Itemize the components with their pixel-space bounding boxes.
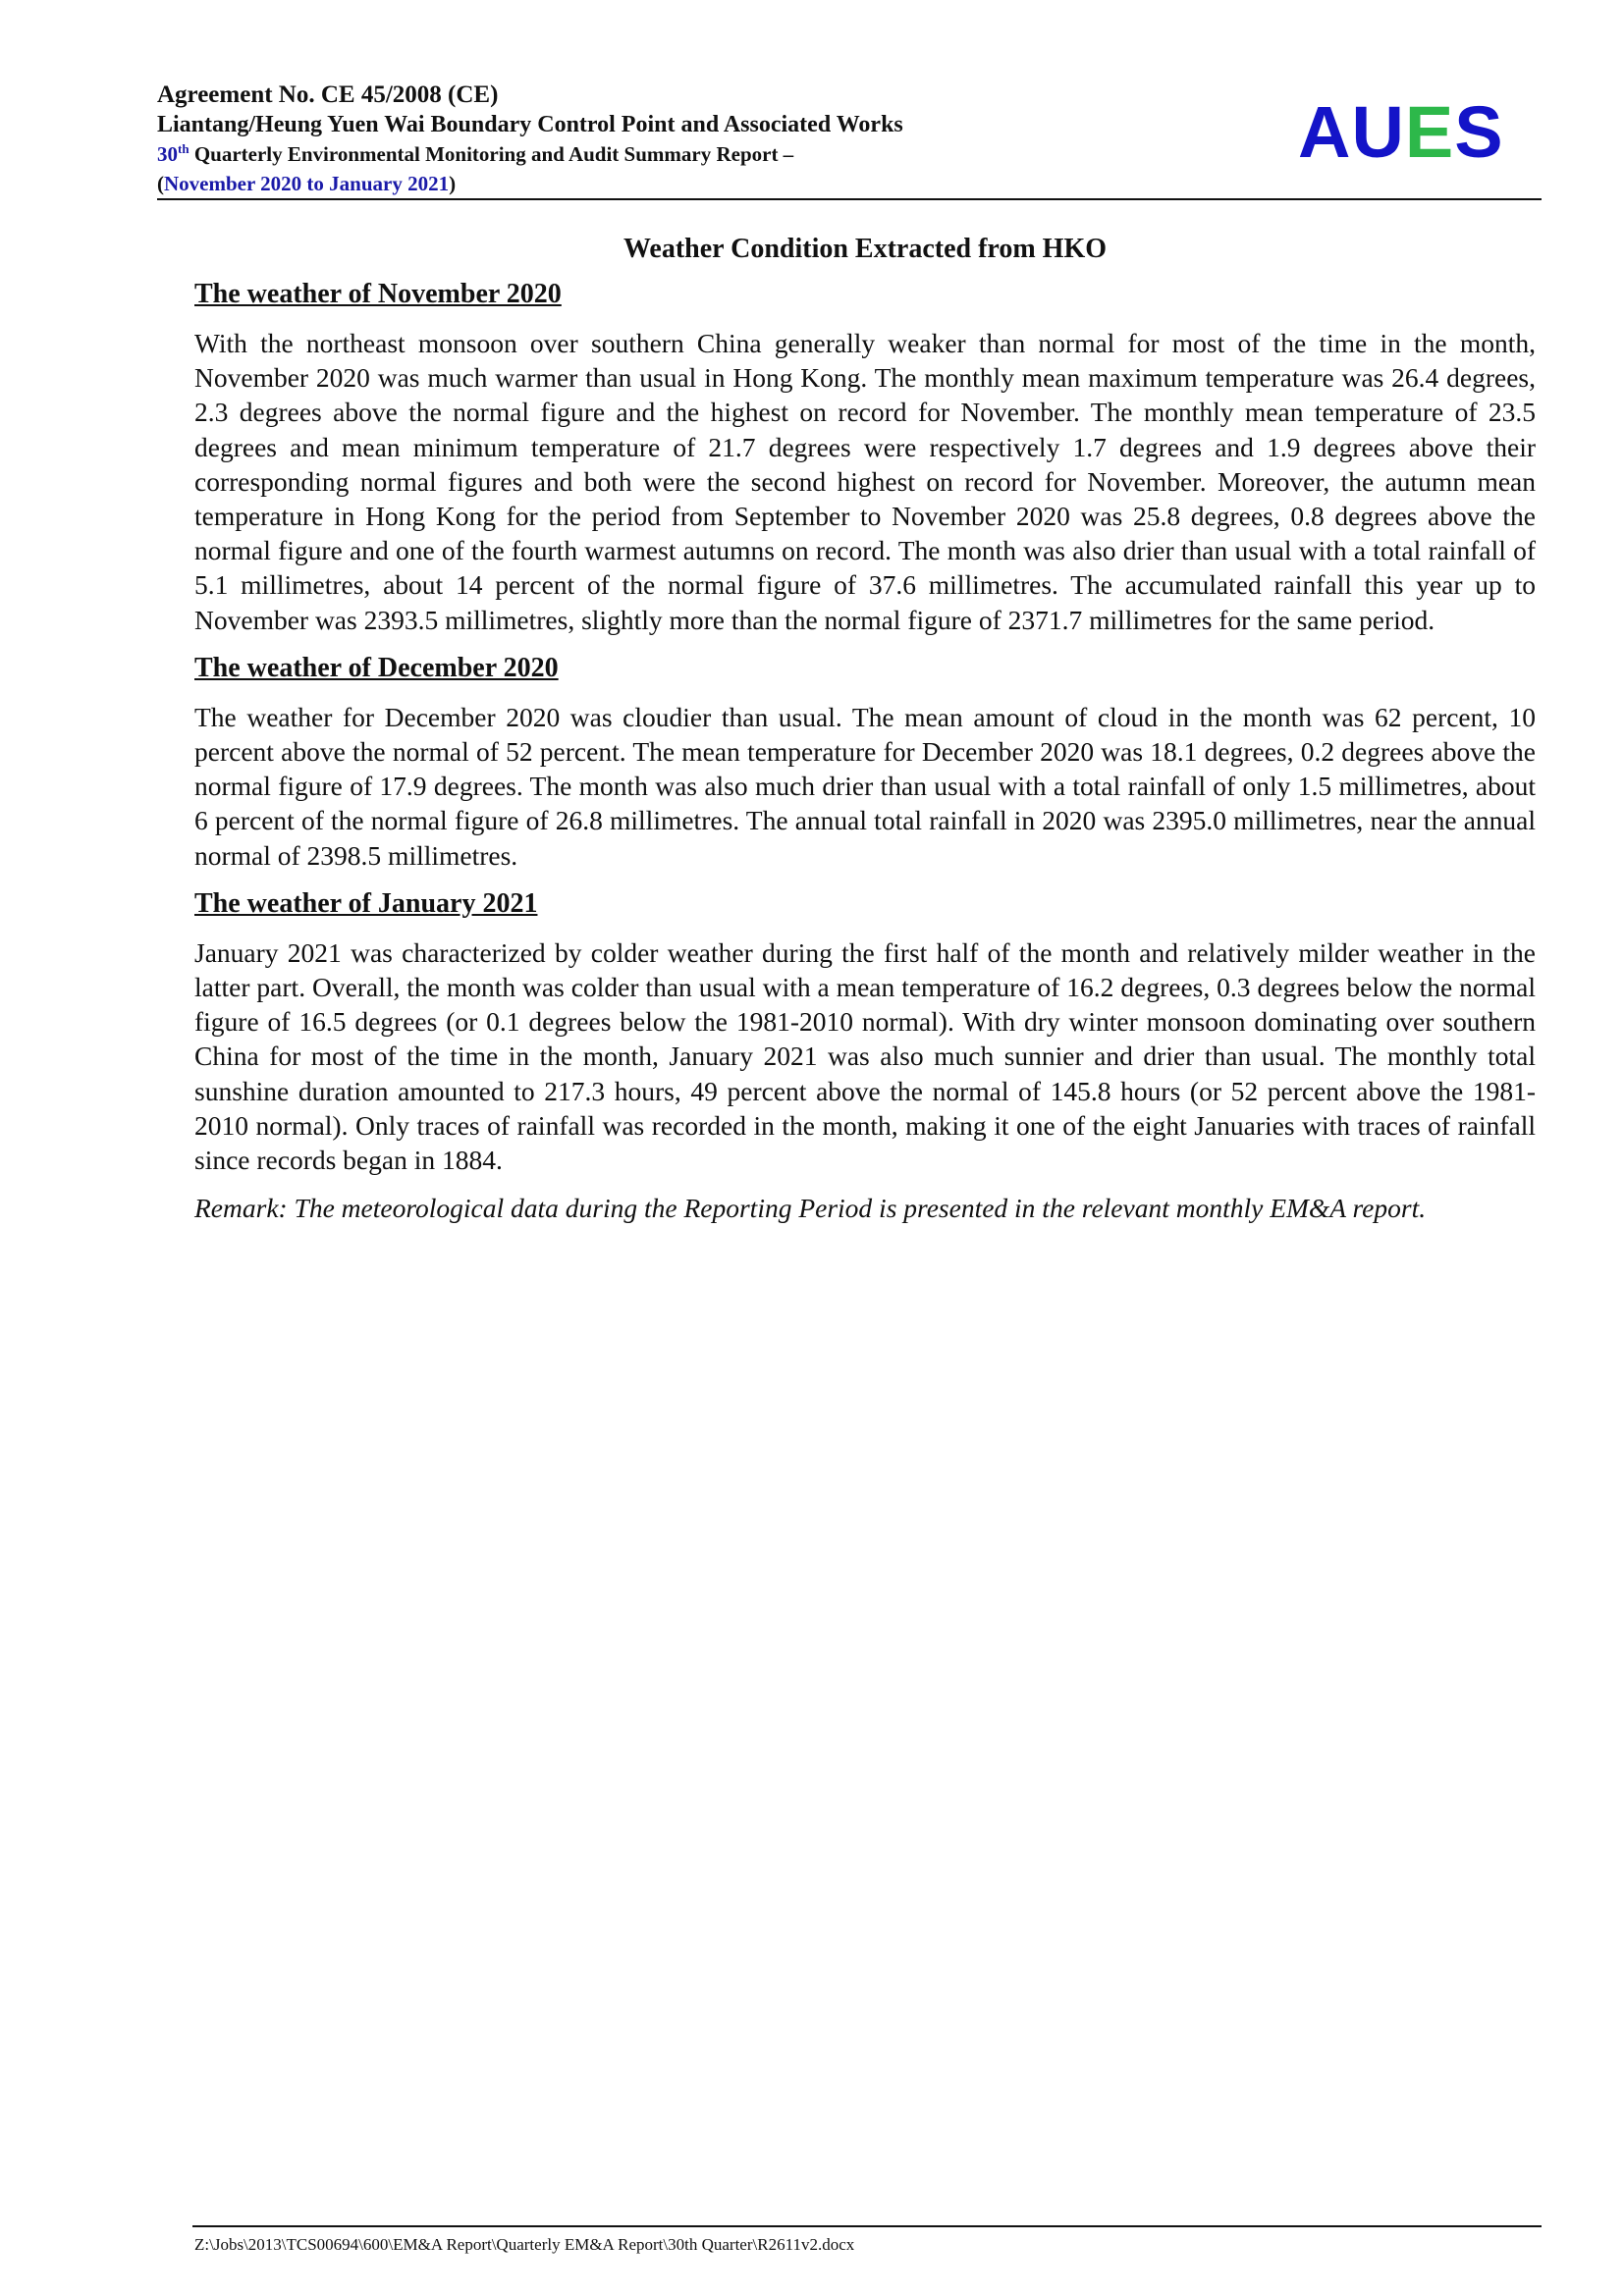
- footer-divider: [192, 2225, 1542, 2227]
- quarter-ordinal-suffix: th: [178, 141, 189, 156]
- report-title: [157, 139, 1198, 169]
- agreement-number: Agreement No. CE 45/2008 (CE): [157, 81, 499, 108]
- report-title-text: Quarterly Environmental Monitoring and Audit Summary Report –: [189, 142, 794, 166]
- section-body-december: The weather for December 2020 was cloudier than usual. The mean amount of cloud in the month was 62 percent, 10 percent above the normal of 52 percent. The mean temperature for December 2020 was 18.1 degrees, 0.2 degrees above the normal figure of 17.9 degrees. The month was also much drier than usual with a total rainfall of only 1.5 millimetres, about 6 percent of the normal figure of 26.8 millimetres. The annual total rainfall in 2020 was 2395.0 millimetres, near the annual normal of 2398.5 millimetres.: [194, 701, 1536, 871]
- report-header: [157, 80, 1198, 198]
- section-heading-january: The weather of January 2021: [194, 887, 538, 919]
- period-open-paren: (: [157, 172, 164, 195]
- section-heading-december: The weather of December 2020: [194, 652, 559, 683]
- remark-note: Remark: The meteorological data during the Reporting Period is presented in the relevant monthly EM&A report.: [194, 1193, 1427, 1224]
- main-content: [194, 232, 1536, 1225]
- period-close-paren: ): [449, 172, 457, 195]
- section-body-november: With the northeast monsoon over southern China generally weaker than normal for most of the time in the month, November 2020 was much warmer than usual in Hong Kong. The monthly mean maximum temperature was 26.4 degrees, 2.3 degrees above the normal figure and the highest on record for November. The monthly mean temperature of 23.5 degrees and mean minimum temperature of 21.7 degrees were respectively 1.7 degrees and 1.9 degrees above their corresponding normal figures and both were the second highest on record for November. Moreover, the autumn mean temperature in Hong Kong for the period from September to November 2020 was 25.8 degrees, 0.8 degrees above the normal figure and one of the fourth warmest autumns on record. The month was also drier than usual with a total rainfall of 5.1 millimetres, about 14 percent of the normal figure of 37.6 millimetres. The accumulated rainfall this year up to November was 2393.5 millimetres, slightly more than the normal figure of 2371.7 millimetres for the same period.: [194, 328, 1536, 635]
- period-dates: November 2020 to January 2021: [164, 172, 450, 195]
- section-body-january: January 2021 was characterized by colder weather during the first half of the month and relatively milder weather in the latter part. Overall, the month was colder than usual with a mean temperature of 16.2 degrees, 0.3 degrees below the normal figure of 16.5 degrees (or 0.1 degrees below the 1981-2010 normal). With dry winter monsoon dominating over southern China for most of the time in the month, January 2021 was also much sunnier and drier than usual. The monthly total sunshine duration amounted to 217.3 hours, 49 percent above the normal of 145.8 hours (or 52 percent above the 1981-2010 normal). Only traces of rainfall was recorded in the month, making it one of the eight Januaries with traces of rainfall since records began in 1884.: [194, 936, 1536, 1176]
- footer-file-path: Z:\Jobs\2013\TCS00694\600\EM&A Report\Quarterly EM&A Report\30th Quarter\R2611v2.docx: [194, 2235, 855, 2254]
- header-divider: [157, 198, 1542, 200]
- page-title: Weather Condition Extracted from HKO: [623, 234, 1108, 264]
- logo-text-e: E: [1404, 91, 1455, 173]
- quarter-number: 30: [157, 142, 178, 166]
- logo-text-s: S: [1454, 91, 1504, 173]
- project-title: Liantang/Heung Yuen Wai Boundary Control Point and Associated Works: [157, 112, 903, 137]
- section-heading-november: The weather of November 2020: [194, 279, 562, 309]
- logo-text-au: AU: [1298, 91, 1405, 173]
- reporting-period: [157, 169, 1198, 198]
- aues-logo: [1298, 91, 1504, 173]
